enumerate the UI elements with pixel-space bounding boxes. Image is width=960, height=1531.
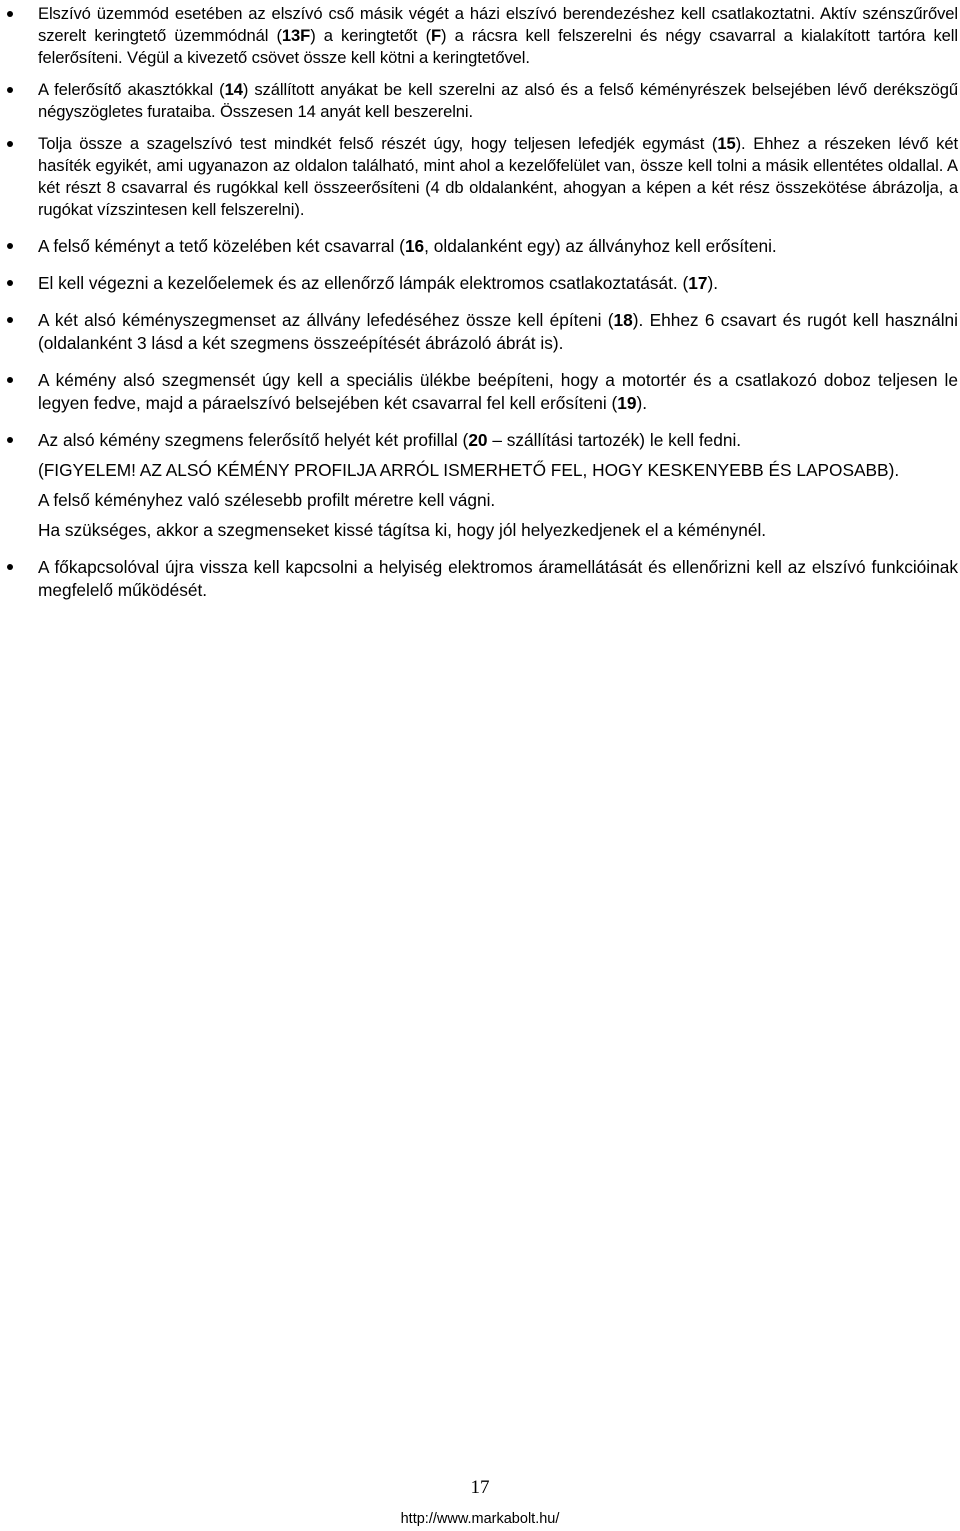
list-item [0,79,960,123]
item-text: El kell végezni a kezelőelemek és az ellenőrző lámpák elektromos csatlakoztatását. (17). [38,273,719,293]
footer-url[interactable]: http://www.markabolt.hu/ [400,1511,560,1527]
item-text: A felső kéményt a tető közelében két csavarral (16, oldalanként egy) az állványhoz kell erősíteni. [38,236,777,256]
bullet-icon [7,437,13,443]
list-item [0,309,960,355]
bullet-icon [7,564,13,570]
bullet-icon [7,141,13,147]
item-text: A kémény alsó szegmensét úgy kell a speciális ülékbe beépíteni, hogy a motortér és a csatlakozó doboz teljesen le legyen fedve, majd a páraelszívó belsejében két csavarral fel kell erősíteni (19). [38,370,958,413]
list-item [0,133,960,221]
item-text: A két alsó kéményszegmenset az állvány lefedéséhez össze kell építeni (18). Ehhez 6 csavart és rugót kell használni (oldalanként 3 lásd a két szegmens összeépítését ábrázoló ábrát is). [38,310,959,353]
bullet-icon [7,377,13,383]
bullet-icon [7,317,13,323]
list-item [0,3,960,69]
list-item [0,429,960,452]
cut-profile-note: A felső kéményhez való szélesebb profilt méretre kell vágni. [38,490,496,510]
page-number: 17 [470,1477,490,1498]
item-text: Elszívó üzemmód esetében az elszívó cső másik végét a házi elszívó berendezéshez kell csatlakoztatni. Aktív szénszűrővel szerelt keringtető üzemmódnál (13F) a keringtetőt (F) a rácsra kell felszerelni és négy csavarral a kialakított tartóra kell felerősíteni. Végül a kivezető csövet össze kell kötni a keringtetővel. [38,4,958,67]
item-text: A felerősítő akasztókkal (14) szállított anyákat be kell szerelni az alsó és a felső kéményrészek belsejében lévő derékszögű négyszögletes furataiba. Összesen 14 anyát kell beszerelni. [38,80,958,121]
bullet-icon [7,243,13,249]
document-body [0,0,960,602]
item-text: A főkapcsolóval újra vissza kell kapcsolni a helyiség elektromos áramellátását és ellenőrizni kell az elszívó funkcióinak megfelelő működését. [38,557,958,600]
list-item [0,272,960,295]
list-item [0,556,960,602]
item-text: Az alsó kémény szegmens felerősítő helyét két profillal (20 – szállítási tartozék) le kell fedni. [38,430,742,450]
warning-note: (FIGYELEM! AZ ALSÓ KÉMÉNY PROFILJA ARRÓL ISMERHETŐ FEL, HOGY KESKENYEBB ÉS LAPOSABB). [38,460,900,480]
item-text: Tolja össze a szagelszívó test mindkét felső részét úgy, hogy teljesen lefedjék egymást (15). Ehhez a részeken lévő két hasíték egyikét, ami ugyanazon az oldalon található, mint ahol a kezelőfelület van, össze kell tolni a másik ellentétes oldallal. A két részt 8 csavarral és rugókkal kell összeerősíteni (4 db oldalanként, ahogyan a képen a két rész összekötése ábrázolja, a rugókat vízszintesen kell felszerelni). [38,134,959,219]
bullet-icon [7,87,13,93]
bullet-icon [7,280,13,286]
list-item [0,235,960,258]
list-item [0,369,960,415]
bullet-icon [7,11,13,17]
widen-segments-note: Ha szükséges, akkor a szegmenseket kissé tágítsa ki, hogy jól helyezkedjenek el a kéménynél. [38,520,767,540]
